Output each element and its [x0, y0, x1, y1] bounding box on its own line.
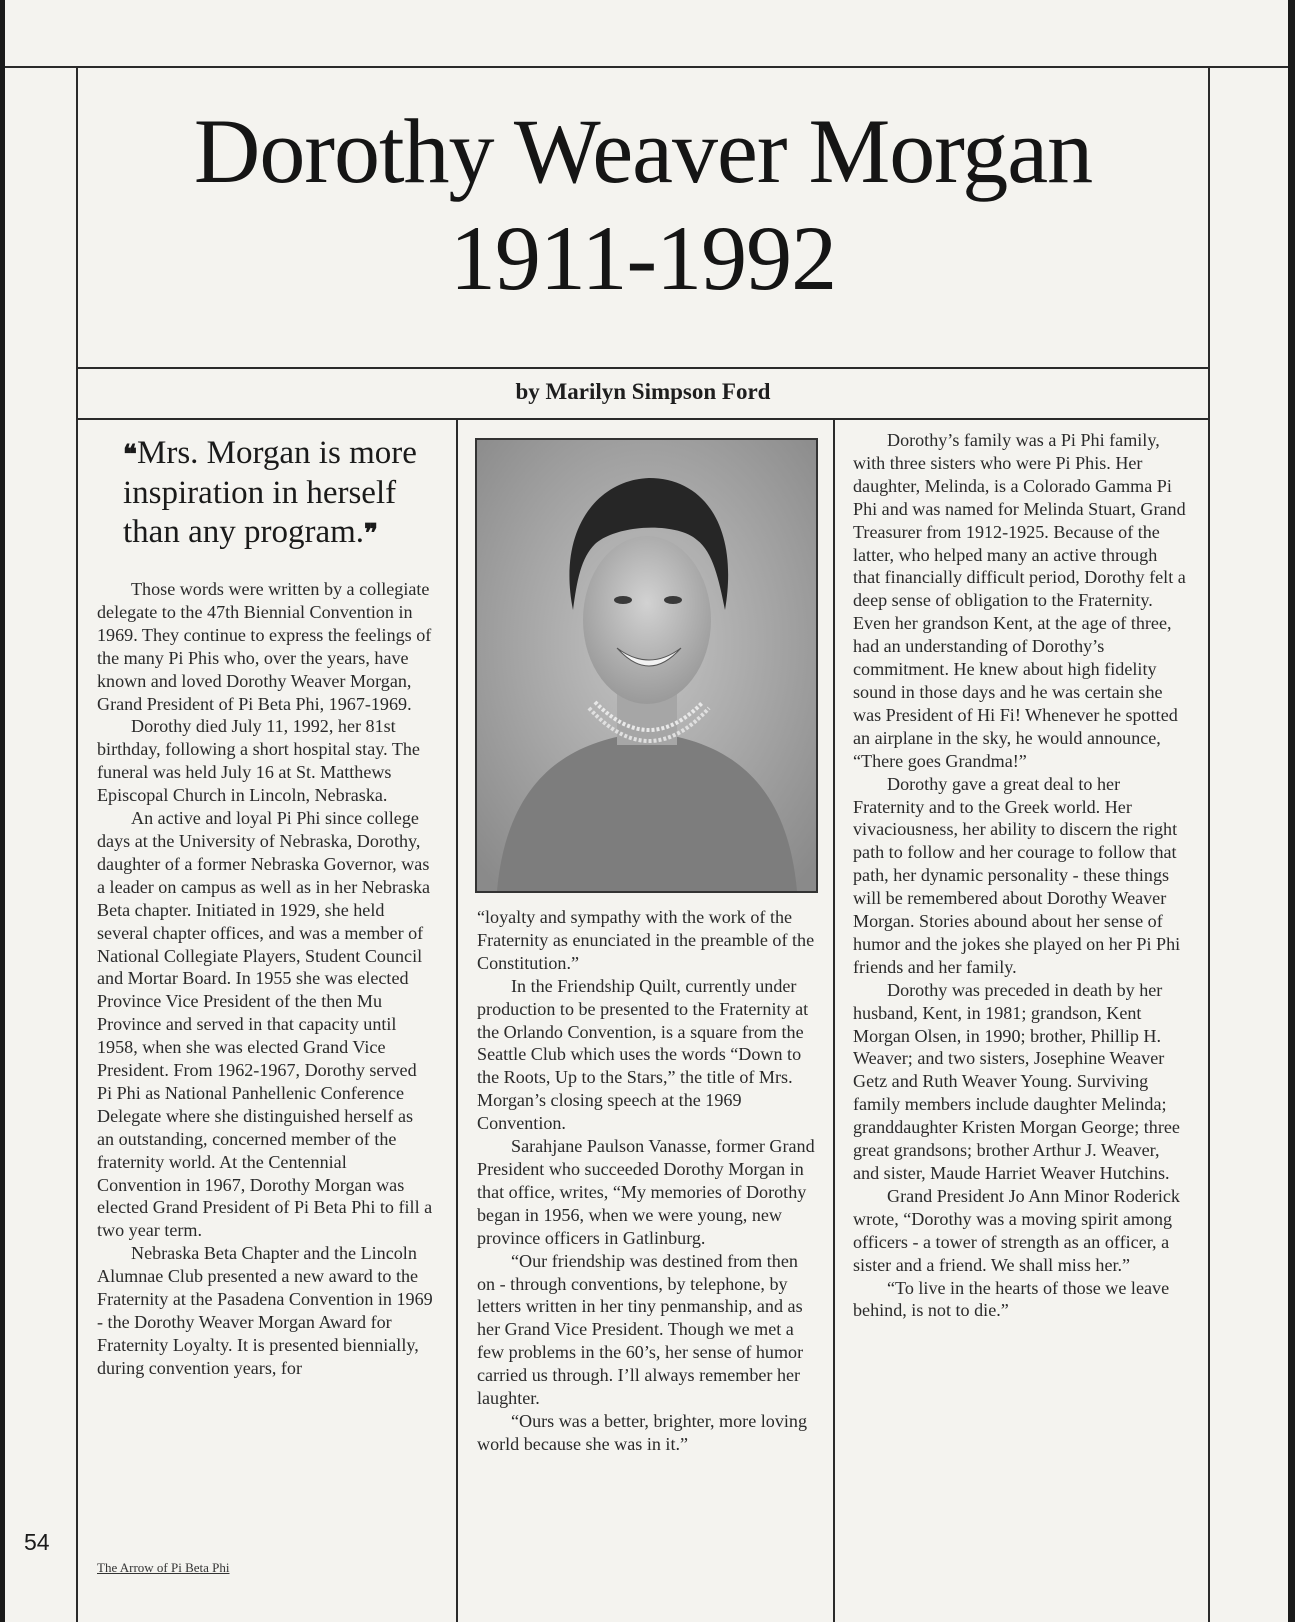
page-edge-left [0, 0, 5, 1622]
portrait-photo [475, 438, 818, 893]
paragraph: “Our friendship was destined from then on - through conventions, by telephone, by letters written in her tiny penmanship, and as her Grand Vice President. Though we met a few problems in the 60’s, her sense of humor carried us through. I’ll always remember her laughter. [477, 1250, 804, 1409]
byline: by Marilyn Simpson Ford [515, 379, 771, 404]
close-quote-mark: ❞ [364, 519, 379, 548]
page-number: 54 [24, 1529, 50, 1555]
column-divider-2 [833, 418, 835, 1622]
column-3 [853, 429, 1188, 1322]
paragraph: Dorothy died July 11, 1992, her 81st birthday, following a short hospital stay. The funeral was held July 16 at St. Matthews Episcopal Church in Lincoln, Nebraska. [97, 716, 420, 806]
title-dates: 1911-1992 [449, 207, 837, 309]
title-name: Dorothy Weaver Morgan [193, 100, 1093, 202]
paragraph: “loyalty and sympathy with the work of the Fraternity as enunciated in the preamble of the Constitution.” [477, 907, 815, 973]
paragraph: “Ours was a better, brighter, more loving world because she was in it.” [477, 1410, 808, 1454]
paragraph: Sarahjane Paulson Vanasse, former Grand President who succeeded Dorothy Morgan in that office, writes, “My memories of Dorothy began in 1956, when we were young, new province officers in Gatlinburg. [477, 1136, 815, 1248]
article-title [78, 96, 1208, 310]
pull-quote-text: Mrs. Morgan is more inspiration in herself than any program. [123, 435, 417, 550]
paragraph: “To live in the hearts of those we leave behind, is not to die.” [853, 1277, 1170, 1321]
paragraph: Grand President Jo Ann Minor Roderick wrote, “Dorothy was a moving spirit among officers - a tower of strength as an officer, a sister and a friend. We shall miss her.” [853, 1185, 1180, 1275]
open-quote-mark: ❝ [123, 440, 137, 469]
paragraph: An active and loyal Pi Phi since college days at the University of Nebraska, Dorothy, daughter of a former Nebraska Governor, was a leader on campus as well as in her Nebraska Beta chapter. Initiated in 1929, she held several chapter offices, and was a member of National Collegiate Players, Student Council and Mortar Board. In 1955 she was elected Province Vice President of the then Mu Province and served in that capacity until 1958, when she was elected Grand Vice President. From 1962-1967, Dorothy served Pi Phi as National Panhellenic Conference Delegate where she distinguished herself as an outstanding, concerned member of the fraternity world. At the Centennial Convention in 1967, Dorothy Morgan was elected Grand President of Pi Beta Phi to fill a two year term. [97, 808, 433, 1241]
top-rule [5, 66, 1288, 68]
portrait-illustration [477, 440, 816, 891]
paragraph: In the Friendship Quilt, currently under production to be presented to the Fraternity at the Orlando Convention, is a square from the Seattle Club which uses the words “Down to the Roots, Up to the Stars,” the title of Mrs. Morgan’s closing speech at the 1969 Convention. [477, 975, 809, 1134]
pull-quote [97, 434, 433, 553]
column-1 [97, 434, 433, 1380]
title-bottom-rule [76, 367, 1210, 369]
page-edge-right [1288, 0, 1295, 1622]
paragraph: Those words were written by a collegiate delegate to the 47th Biennial Convention in 1969. They continue to express the feelings of the many Pi Phis who, over the years, have known and loved Dorothy Weaver Morgan, Grand President of Pi Beta Phi, 1967-1969. [97, 579, 432, 714]
footer-publication: The Arrow of Pi Beta Phi [97, 1560, 230, 1575]
paragraph: Dorothy was preceded in death by her husband, Kent, in 1981; grandson, Kent Morgan Olsen, in 1990; brother, Phillip H. Weaver; and two sisters, Josephine Weaver Getz and Ruth Weaver Young. Surviving family members include daughter Melinda; granddaughter Kristen Morgan George; three great grandsons; brother Arthur J. Weaver, and sister, Maude Harriet Weaver Hutchins. [853, 979, 1180, 1183]
paragraph: Nebraska Beta Chapter and the Lincoln Alumnae Club presented a new award to the Fraternity at the Pasadena Convention in 1969 - the Dorothy Weaver Morgan Award for Fraternity Loyalty. It is presented biennially, during convention years, for [97, 1243, 433, 1378]
paragraph: Dorothy gave a great deal to her Fraternity and to the Greek world. Her vivaciousness, her ability to discern the right path to follow and her courage to follow that path, her dynamic personality - these things will be remembered about Dorothy Weaver Morgan. Stories abound about her sense of humor and the jokes she played on her Pi Phi friends and her family. [853, 773, 1181, 977]
byline-bottom-rule [76, 418, 1210, 420]
paragraph: Dorothy’s family was a Pi Phi family, with three sisters who were Pi Phis. Her daughter, Melinda, is a Colorado Gamma Pi Phi and was named for Melinda Stuart, Grand Treasurer from 1912-1925. Because of the latter, who helped many an active through that financially difficult period, Dorothy felt a deep sense of obligation to the Fraternity. Even her grandson Kent, at the age of three, had an understanding of Dorothy’s commitment. He knew about high fidelity sound in those days and he was certain she was President of Hi Fi! Whenever he spotted an airplane in the sky, he would announce, “There goes Grandma!” [853, 430, 1186, 771]
frame-right-rule [1208, 66, 1210, 1622]
column-2 [477, 906, 815, 1456]
column-divider-1 [456, 418, 458, 1622]
